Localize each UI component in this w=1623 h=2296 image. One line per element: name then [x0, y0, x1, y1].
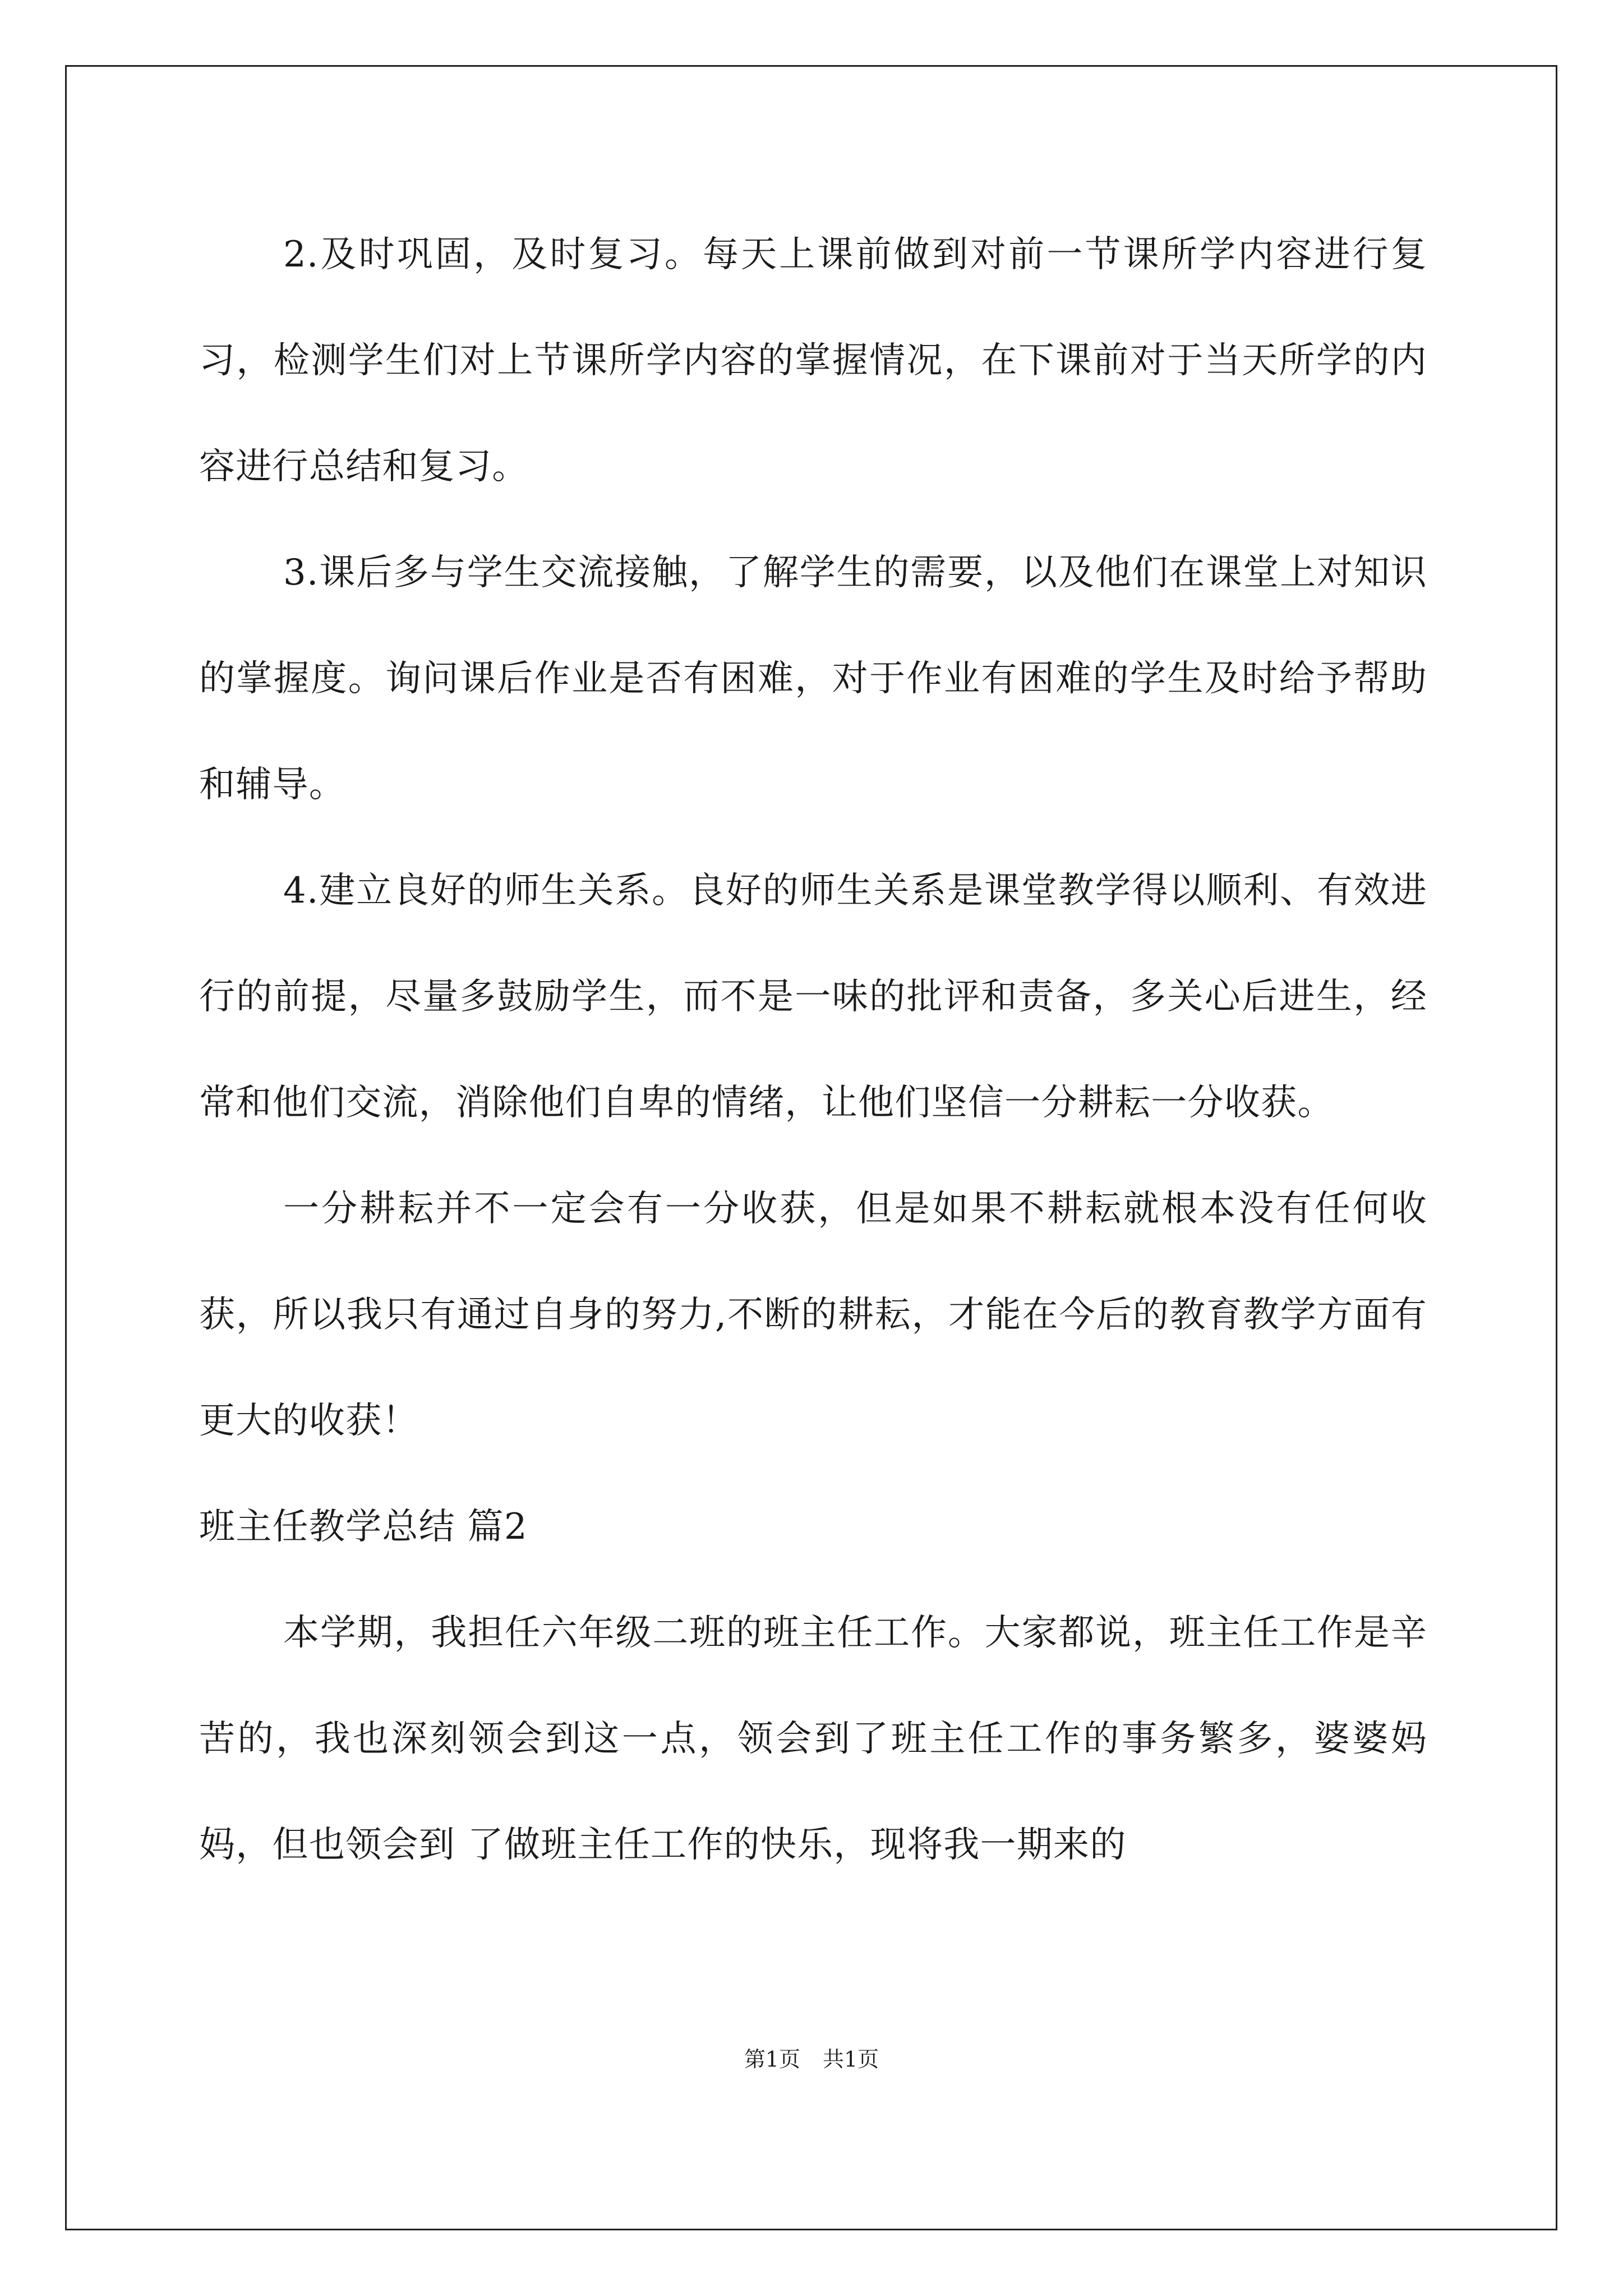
page-number-total: 共1页 [823, 2047, 879, 2072]
section-heading: 班主任教学总结 篇2 [199, 1506, 528, 1548]
page-number-current: 第1页 [744, 2047, 800, 2072]
paragraph-relationship: 4.建立良好的师生关系。良好的师生关系是课堂教学得以顺利、有效进行的前提，尽量多鼓励学生，而不是一味的批评和责备，多关心后进生，经常和他们交流，消除他们自卑的情绪，让他们坚信一分耕耘一分收获。 [199, 870, 1427, 1124]
paragraph-intro: 本学期，我担任六年级二班的班主任工作。大家都说，班主任工作是辛苦的，我也深刻领会到这一点，领会到了班主任工作的事务繁多，婆婆妈妈，但也领会到 了做班主任工作的快乐，现将我一期来的 [199, 1612, 1427, 1866]
paragraph-communication: 3.课后多与学生交流接触，了解学生的需要，以及他们在课堂上对知识的掌握度。询问课后作业是否有困难，对于作业有困难的学生及时给予帮助和辅导。 [199, 552, 1427, 806]
page-footer [0, 2042, 1623, 2073]
paragraph-review: 2.及时巩固，及时复习。每天上课前做到对前一节课所学内容进行复习，检测学生们对上节课所学内容的掌握情况，在下课前对于当天所学的内容进行总结和复习。 [199, 234, 1427, 487]
paragraph-conclusion: 一分耕耘并不一定会有一分收获，但是如果不耕耘就根本没有任何收获，所以我只有通过自身的努力,不断的耕耘，才能在今后的教育教学方面有更大的收获！ [199, 1188, 1427, 1442]
document-body [199, 202, 1427, 1898]
